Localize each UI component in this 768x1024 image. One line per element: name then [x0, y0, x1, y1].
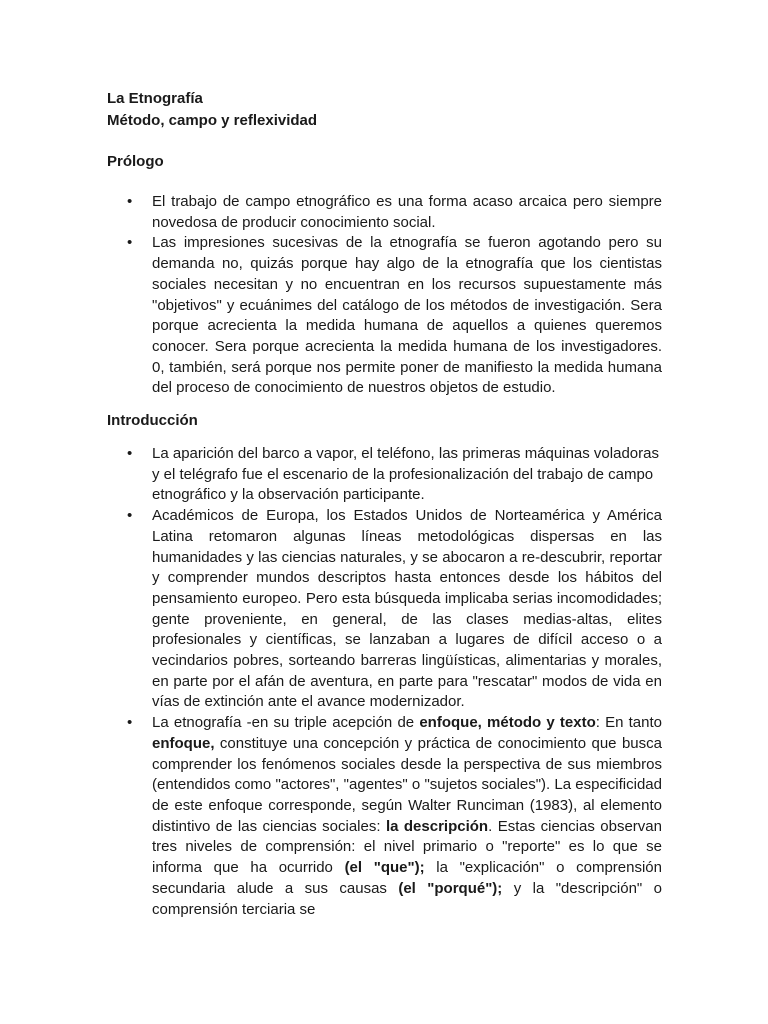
text-run: y la "descripción" o comprensión terciaria se — [152, 879, 662, 918]
prologo-list — [107, 192, 662, 399]
list-item — [107, 713, 662, 920]
bold-run: (el "porqué"); — [398, 879, 503, 897]
list-item — [107, 192, 662, 233]
bold-run: enfoque, método y texto — [419, 714, 596, 732]
document-page — [107, 88, 662, 920]
text-run: constituye una concepción y práctica de conocimiento que busca comprender los fenómenos sociales desde la perspectiva de sus miembros (entendidos como "actores", "agentes" o "sujetos sociales"). La especificidad de este enfoque corresponde, según Walter Runciman (1983), al elemento distintivo de las ciencias sociales: — [152, 734, 662, 835]
list-item — [107, 444, 662, 506]
text-run: : En tanto — [595, 714, 663, 732]
bullet-icon: • — [127, 193, 133, 210]
heading-prologo: Prólogo — [107, 153, 164, 170]
bullet-icon: • — [127, 507, 133, 525]
list-item-text: La aparición del barco a vapor, el teléfono, las primeras máquinas voladoras y el telégrafo fue el escenario de la profesionalización del trabajo de campo etnográfico y la observación participante. — [152, 445, 659, 504]
bullet-icon: • — [127, 445, 133, 463]
text-run: la "explicación" o comprensión secundaria alude a sus causas — [152, 859, 662, 897]
heading-introduccion: Introducción — [107, 412, 198, 430]
document-subtitle: Método, campo y reflexividad — [107, 112, 318, 129]
document-title: La Etnografía — [107, 90, 203, 107]
list-item-text: Académicos de Europa, los Estados Unidos de Norteamérica y América Latina retomaron algunas líneas metodológicas dispersas en las humanidades y las ciencias naturales, y se abocaron a re-descubrir, reportar y comprender mundos descriptos hasta entonces desde los hábitos del pensamiento europeo. Pero esta búsqueda implicaba serias incomodidades; gente proveniente, en general, de las clases medias-altas, elites profesionales y científicas, se lanzaban a lugares de difícil acceso o a vecindarios pobres, sorteando barreras lingüísticas, alimentarias y morales, en parte por el afán de aventura, en parte para "rescatar" modos de vida en vías de extinción ante el avance modernizador. — [152, 507, 662, 711]
list-item-text: El trabajo de campo etnográfico es una forma acaso arcaica pero siempre novedosa de producir conocimiento social. — [152, 193, 662, 231]
list-item — [107, 506, 662, 713]
bold-run: la descripción — [385, 817, 489, 835]
bullet-icon: • — [127, 714, 133, 732]
text-run: La etnografía -en su triple acepción de — [152, 714, 420, 732]
list-item — [107, 233, 662, 399]
bold-run: (el "que"); — [344, 859, 425, 877]
bullet-icon: • — [127, 234, 133, 252]
bold-run: enfoque, — [152, 734, 215, 752]
list-item-text: Las impresiones sucesivas de la etnografía se fueron agotando pero su demanda no, quizás porque hay algo de la etnografía que los cientistas sociales necesitan y no encuentran en los recursos supuestamente más "objetivos" y ecuánimes del catálogo de los métodos de investigación. Sera porque acrecienta la medida humana de aquellos a quienes queremos conocer. Sera porque acrecienta la medida humana de los investigadores. 0, también, será porque nos permite poner de manifiesto la medida humana del proceso de conocimiento de nuestros objetos de estudio. — [152, 234, 662, 397]
text-run: . Estas ciencias observan tres niveles de comprensión: el nivel primario o "reporte" es lo que se informa que ha ocurrido — [152, 817, 662, 877]
introduccion-list — [107, 444, 662, 920]
